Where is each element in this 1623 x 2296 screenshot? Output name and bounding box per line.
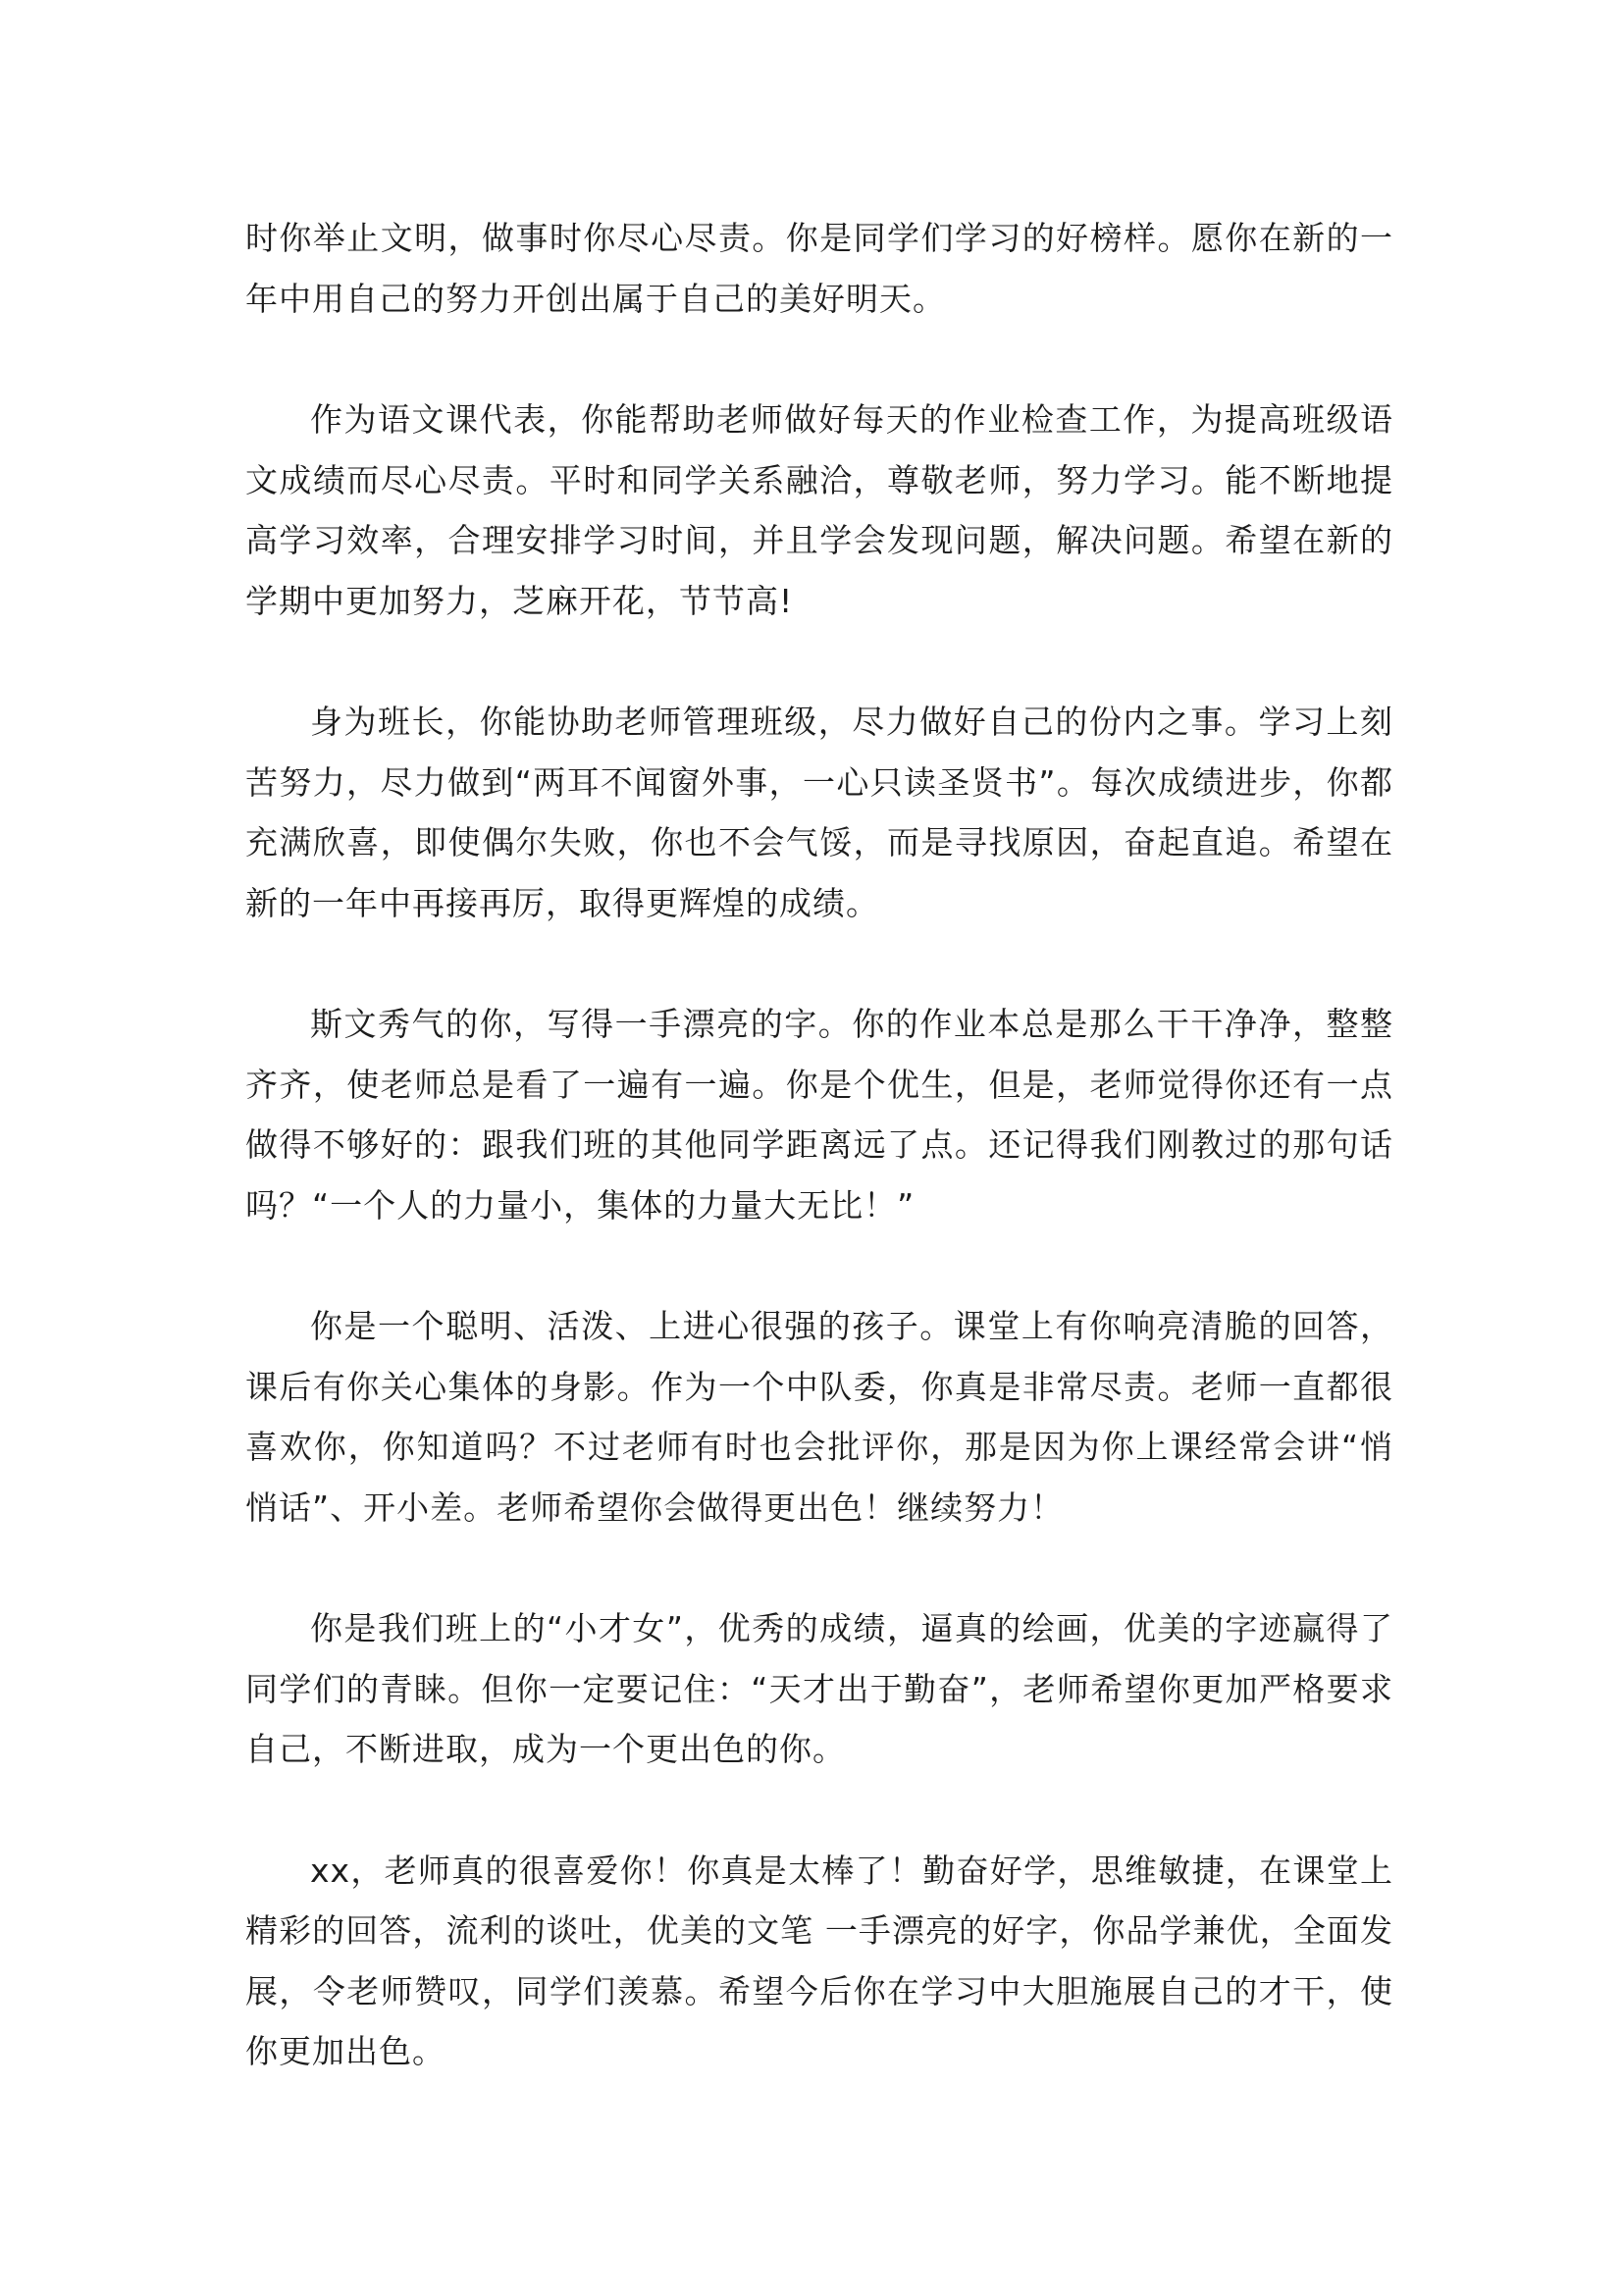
paragraph-continuation: 时你举止文明，做事时你尽心尽责。你是同学们学习的好榜样。愿你在新的一年中用自己的努力开创出属于自己的美好明天。 [245,219,1393,318]
paragraph-lively-student: 你是一个聪明、活泼、上进心很强的孩子。课堂上有你响亮清脆的回答，课后有你关心集体的身影。作为一个中队委，你真是非常尽责。老师一直都很喜欢你，你知道吗？不过老师有时也会批评你，那是因为你上课经常会讲“悄悄话”、开小差。老师希望你会做得更出色！继续努力！ [245,1307,1393,1527]
paragraph-class-monitor: 身为班长，你能协助老师管理班级，尽力做好自己的份内之事。学习上刻苦努力，尽力做到“两耳不闻窗外事，一心只读圣贤书”。每次成绩进步，你都充满欣喜，即使偶尔失败，你也不会气馁，而是寻找原因，奋起直追。希望在新的一年中再接再厉，取得更辉煌的成绩。 [245,703,1393,922]
paragraph-chinese-representative: 作为语文课代表，你能帮助老师做好每天的作业检查工作，为提高班级语文成绩而尽心尽责。平时和同学关系融洽，尊敬老师，努力学习。能不断地提高学习效率，合理安排学习时间，并且学会发现问题，解决问题。希望在新的学期中更加努力，芝麻开花，节节高! [245,400,1393,620]
paragraph-praise-xx: xx，老师真的很喜爱你！你真是太棒了！勤奋好学，思维敏捷，在课堂上精彩的回答，流利的谈吐，优美的文笔 一手漂亮的好字，你品学兼优，全面发展，令老师赞叹，同学们羡慕。希望今后你在学习中大胆施展自己的才干，使你更加出色。 [245,1851,1393,2070]
paragraph-talented-girl: 你是我们班上的“小才女”，优秀的成绩，逼真的绘画，优美的字迹赢得了同学们的青睐。但你一定要记住：“天才出于勤奋”，老师希望你更加严格要求自己，不断进取，成为一个更出色的你。 [245,1609,1393,1768]
paragraph-neat-handwriting: 斯文秀气的你，写得一手漂亮的字。你的作业本总是那么干干净净，整整齐齐，使老师总是看了一遍有一遍。你是个优生，但是，老师觉得你还有一点做得不够好的：跟我们班的其他同学距离远了点。还记得我们刚教过的那句话吗？“一个人的力量小，集体的力量大无比！” [245,1005,1393,1225]
document-body [245,208,1393,2143]
